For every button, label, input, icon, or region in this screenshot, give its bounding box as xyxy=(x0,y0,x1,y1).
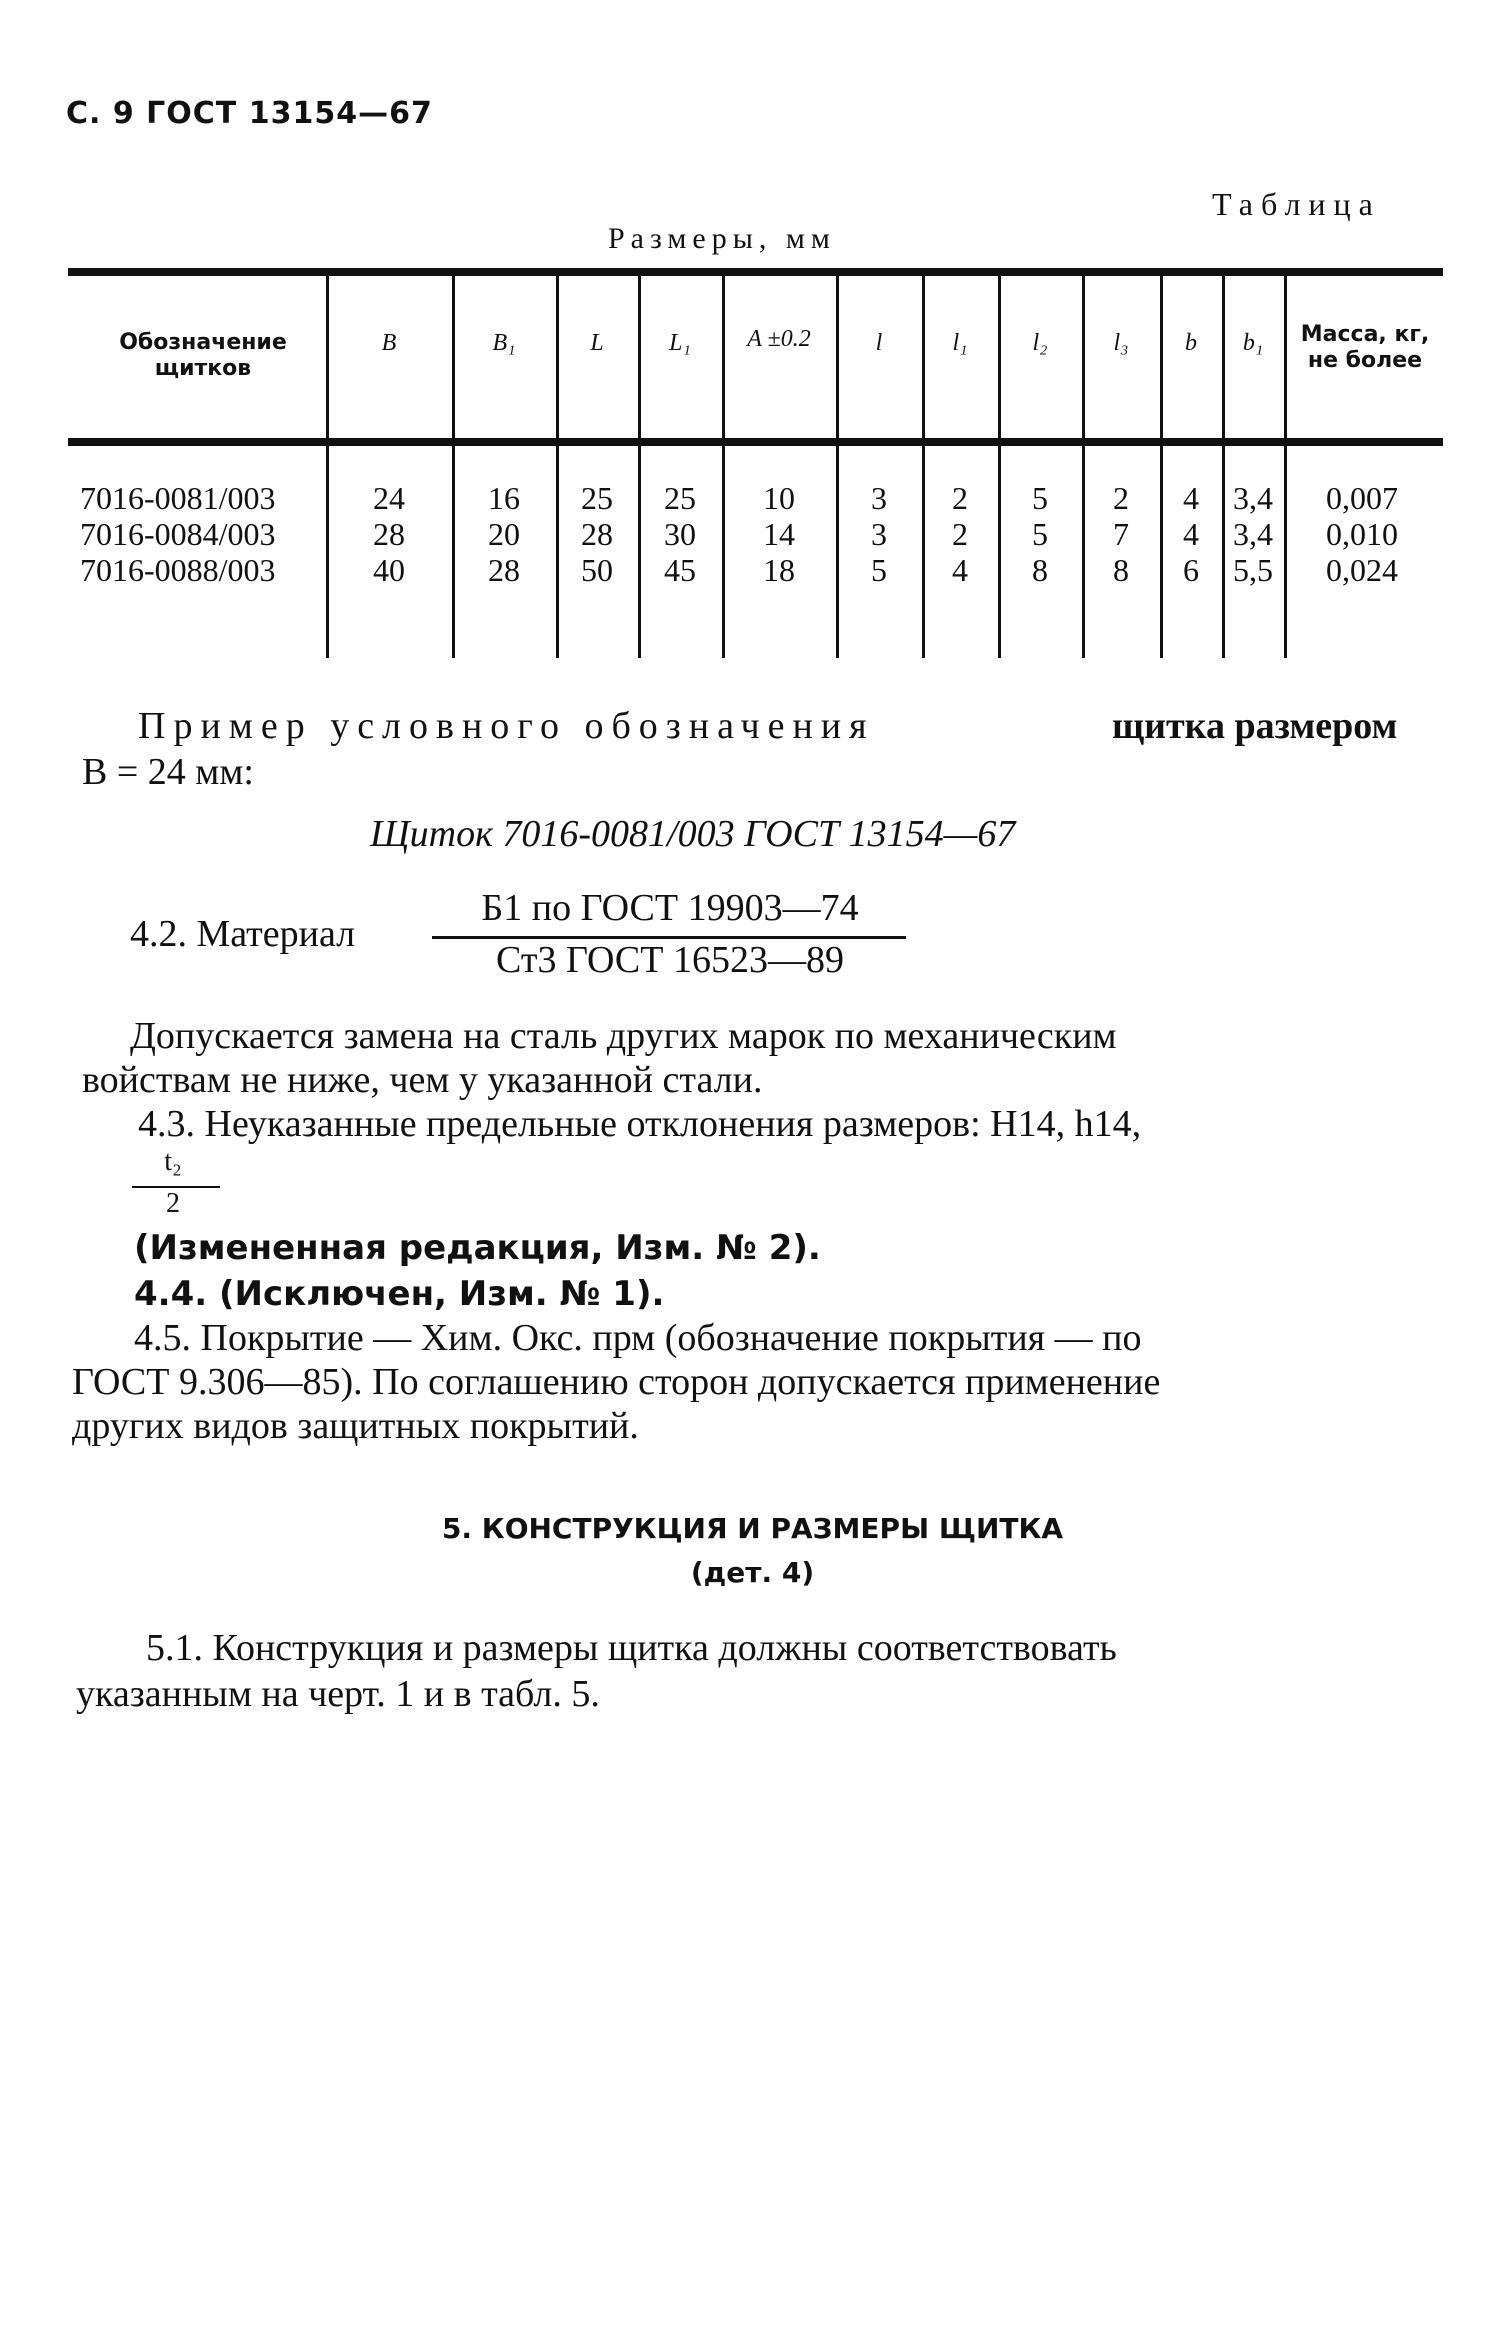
example-designation: Щиток 7016-0081/003 ГОСТ 13154—67 xyxy=(370,813,1016,855)
section-title: 5. КОНСТРУКЦИЯ И РАЗМЕРЫ ЩИТКА xyxy=(441,1512,1064,1545)
table-cell: 28 xyxy=(373,516,405,552)
table-header-b1: b₁ xyxy=(1242,330,1264,356)
table-cell: 28 xyxy=(581,516,613,552)
table-cell: 2 xyxy=(1113,480,1129,516)
paragraph-bold: 4.4. (Исключен, Изм. № 1). xyxy=(134,1274,665,1314)
table-cell: 16 xyxy=(488,480,520,516)
table-header-l1: l₁ xyxy=(952,330,968,356)
paragraph: указанным на черт. 1 и в табл. 5. xyxy=(76,1673,600,1715)
table-cell: 10 xyxy=(763,480,795,516)
paragraph: войствам не ниже, чем у указанной стали. xyxy=(82,1059,763,1101)
table-cell: 3 xyxy=(871,516,887,552)
table-cell: 7016-0088/003 xyxy=(80,552,276,588)
table-vline xyxy=(1222,276,1225,438)
table-cell: 25 xyxy=(581,480,613,516)
table-header-L1: L₁ xyxy=(669,330,691,356)
table-vline xyxy=(1284,276,1287,438)
table-cell: 5 xyxy=(1032,516,1048,552)
example-intro-bold: щитка размером xyxy=(1112,705,1398,747)
table-cell: 20 xyxy=(488,516,520,552)
table-cell: 7016-0081/003 xyxy=(80,480,276,516)
table-cell: 5 xyxy=(1032,480,1048,516)
table-vline xyxy=(1160,276,1163,438)
table-header-B1: B₁ xyxy=(492,330,516,356)
table-cell: 25 xyxy=(664,480,696,516)
paragraph: Допускается замена на сталь других марок по механическим xyxy=(130,1015,1117,1057)
table-cell: 4 xyxy=(952,552,968,588)
table-header-l: l xyxy=(875,330,883,356)
table-cell: 6 xyxy=(1183,552,1199,588)
material-denominator: Ст3 ГОСТ 16523—89 xyxy=(496,939,844,981)
page-header: С. 9 ГОСТ 13154—67 xyxy=(66,96,433,131)
table-vline xyxy=(1082,276,1085,438)
table-label: Таблица xyxy=(1212,186,1381,222)
table-vline xyxy=(556,276,559,438)
table-cell: 8 xyxy=(1113,552,1129,588)
table-header-mass: Масса, кг, не более xyxy=(1300,322,1430,373)
table-cell: 3,4 xyxy=(1233,480,1273,516)
section-subtitle: (дет. 4) xyxy=(690,1556,815,1589)
table-vline xyxy=(326,276,329,438)
table-vline xyxy=(922,276,925,438)
table-header-B: B xyxy=(381,330,397,356)
table-cell: 7016-0084/003 xyxy=(80,516,276,552)
table-cell: 2 xyxy=(952,480,968,516)
table-cell: 3 xyxy=(871,480,887,516)
table-cell: 4 xyxy=(1183,480,1199,516)
example-size: B = 24 мм: xyxy=(82,751,254,793)
paragraph: 5.1. Конструкция и размеры щитка должны соответствовать xyxy=(146,1627,1117,1669)
paragraph: 4.3. Неуказанные предельные отклонения размеров: H14, h14, xyxy=(138,1103,1142,1145)
table-cell: 2 xyxy=(952,516,968,552)
table-cell: 0,007 xyxy=(1326,480,1398,516)
table-header-designation: Обозначение щитков xyxy=(119,330,287,381)
table-cell: 4 xyxy=(1183,516,1199,552)
table-cell: 7 xyxy=(1113,516,1129,552)
table-top-rule xyxy=(68,268,1443,276)
table-vline xyxy=(836,276,839,438)
table-vline xyxy=(638,276,641,438)
table-vline xyxy=(998,276,1001,438)
tolerance-numerator: t₂ xyxy=(164,1146,182,1177)
paragraph: других видов защитных покрытий. xyxy=(72,1405,639,1447)
table-cell: 5,5 xyxy=(1233,552,1273,588)
table-cell: 0,024 xyxy=(1326,552,1398,588)
table-cell: 24 xyxy=(373,480,405,516)
paragraph-bold: (Измененная редакция, Изм. № 2). xyxy=(134,1228,821,1268)
table-cell: 5 xyxy=(871,552,887,588)
table-header-l3: l₃ xyxy=(1113,330,1129,356)
material-numerator: Б1 по ГОСТ 19903—74 xyxy=(481,887,859,929)
table-vline xyxy=(722,276,725,438)
table-cell: 30 xyxy=(664,516,696,552)
table-units: Размеры, мм xyxy=(608,222,836,255)
table-cell: 28 xyxy=(488,552,520,588)
table-cell: 8 xyxy=(1032,552,1048,588)
table-cell: 14 xyxy=(763,516,795,552)
table-header-b: b xyxy=(1185,330,1197,356)
table-header-L: L xyxy=(590,330,604,356)
table-cell: 3,4 xyxy=(1233,516,1273,552)
table-cell: 50 xyxy=(581,552,613,588)
material-label: 4.2. Материал xyxy=(130,913,356,955)
table-vline xyxy=(452,276,455,438)
paragraph: ГОСТ 9.306—85). По соглашению сторон допускается применение xyxy=(72,1361,1161,1403)
table-cell: 18 xyxy=(763,552,795,588)
table-header-rule xyxy=(68,438,1443,446)
paragraph: 4.5. Покрытие — Хим. Окс. прм (обозначение покрытия — по xyxy=(134,1317,1142,1359)
table-cell: 40 xyxy=(373,552,405,588)
tolerance-denominator: 2 xyxy=(166,1188,180,1219)
table-cell: 0,010 xyxy=(1326,516,1398,552)
table-header-l2: l₂ xyxy=(1032,330,1048,356)
example-intro: Пример условного обозначения xyxy=(138,705,875,747)
table-cell: 45 xyxy=(664,552,696,588)
table-header-A: A ±0.2 xyxy=(747,326,811,352)
